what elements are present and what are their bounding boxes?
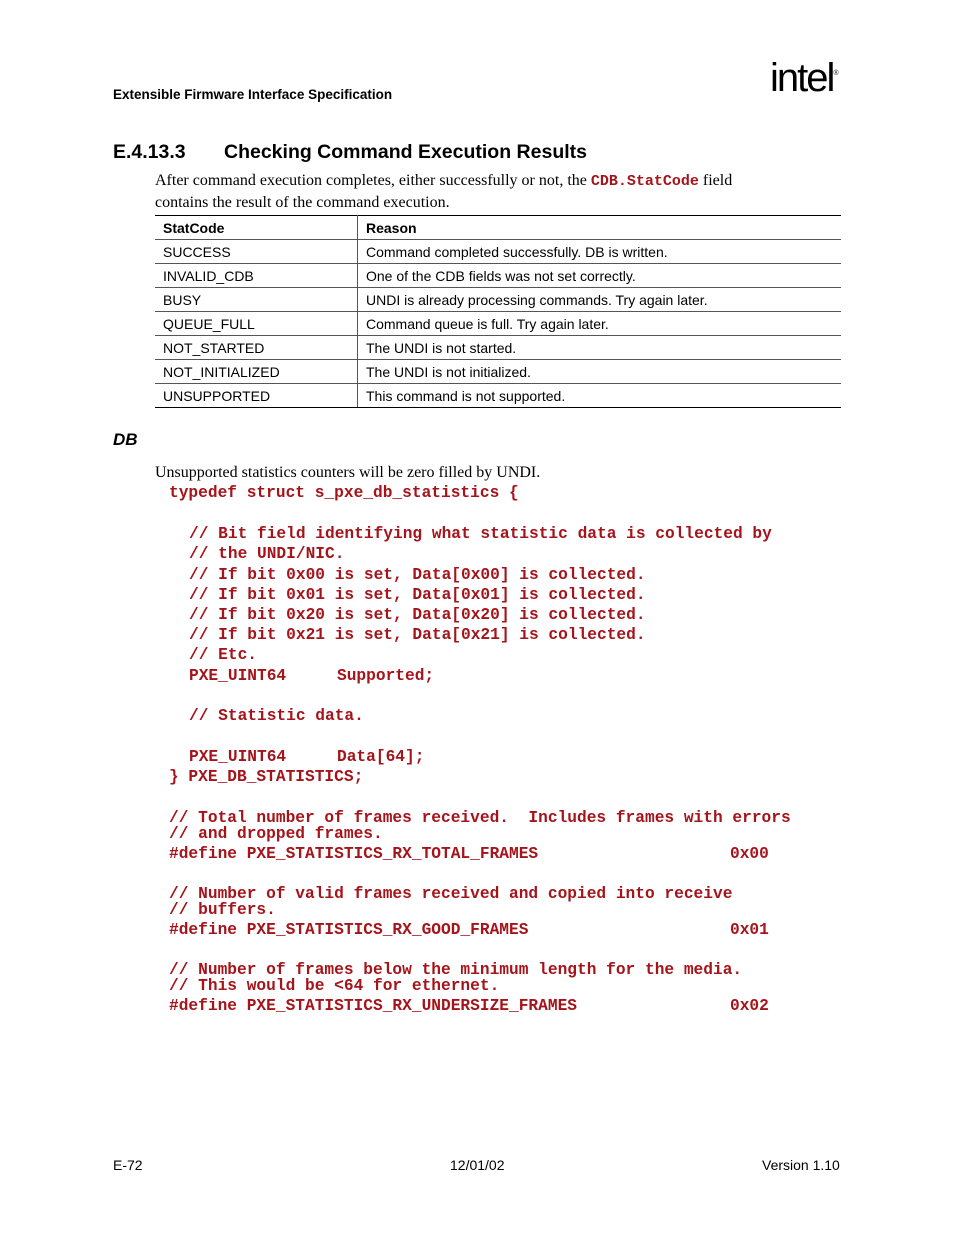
define-line: #define PXE_STATISTICS_RX_GOOD_FRAMES bbox=[169, 921, 529, 939]
table-cell: Command queue is full. Try again later. bbox=[358, 312, 842, 336]
code-comment: // Etc. bbox=[189, 646, 257, 664]
db-heading: DB bbox=[113, 430, 138, 449]
table-cell: This command is not supported. bbox=[358, 384, 842, 408]
table-header-row bbox=[155, 216, 841, 240]
logo-text: intel bbox=[770, 56, 834, 100]
code-comment: // buffers. bbox=[169, 901, 276, 919]
intro-text-line2: contains the result of the command execution. bbox=[155, 194, 450, 211]
table-cell: NOT_STARTED bbox=[155, 336, 358, 360]
field-type: PXE_UINT64 bbox=[189, 748, 287, 766]
code-comment: // Total number of frames received. Includes frames with errors bbox=[169, 809, 791, 827]
define-value: 0x00 bbox=[730, 845, 769, 863]
table-header: StatCode bbox=[155, 216, 358, 240]
struct-open-line: typedef struct s_pxe_db_statistics { bbox=[169, 484, 519, 502]
table-cell: One of the CDB fields was not set correctly. bbox=[358, 264, 842, 288]
field-name: Supported; bbox=[337, 667, 435, 685]
intro-paragraph bbox=[155, 170, 732, 213]
table-cell: UNDI is already processing commands. Try again later. bbox=[358, 288, 842, 312]
table-cell: INVALID_CDB bbox=[155, 264, 358, 288]
db-description: Unsupported statistics counters will be zero filled by UNDI. bbox=[155, 464, 541, 481]
table-row bbox=[155, 360, 841, 384]
footer-date: 12/01/02 bbox=[450, 1157, 505, 1173]
table-cell: The UNDI is not started. bbox=[358, 336, 842, 360]
table-cell: SUCCESS bbox=[155, 240, 358, 264]
logo-mark: ® bbox=[833, 69, 839, 77]
code-comment: // This would be <64 for ethernet. bbox=[169, 977, 500, 995]
statcode-table bbox=[155, 215, 841, 408]
code-comment: // Number of frames below the minimum length for the media. bbox=[169, 961, 743, 979]
code-comment: // If bit 0x00 is set, Data[0x00] is collected. bbox=[189, 566, 646, 584]
table-row bbox=[155, 288, 841, 312]
running-header: Extensible Firmware Interface Specification bbox=[113, 87, 393, 102]
code-comment: // Statistic data. bbox=[189, 707, 364, 725]
field-type: PXE_UINT64 bbox=[189, 667, 287, 685]
table-row bbox=[155, 312, 841, 336]
section-title: Checking Command Execution Results bbox=[224, 141, 587, 163]
code-comment: // the UNDI/NIC. bbox=[189, 545, 345, 563]
define-line: #define PXE_STATISTICS_RX_UNDERSIZE_FRAMES bbox=[169, 997, 577, 1015]
intro-text-after: field bbox=[698, 172, 733, 189]
table-row bbox=[155, 336, 841, 360]
code-comment: // If bit 0x01 is set, Data[0x01] is collected. bbox=[189, 586, 646, 604]
footer-version: Version 1.10 bbox=[762, 1157, 840, 1173]
intro-code: CDB.StatCode bbox=[590, 173, 699, 190]
code-comment: // and dropped frames. bbox=[169, 825, 383, 843]
table-header: Reason bbox=[358, 216, 842, 240]
table-cell: Command completed successfully. DB is written. bbox=[358, 240, 842, 264]
table-row bbox=[155, 264, 841, 288]
table-cell: QUEUE_FULL bbox=[155, 312, 358, 336]
table-row bbox=[155, 240, 841, 264]
define-value: 0x02 bbox=[730, 997, 769, 1015]
code-comment: // Bit field identifying what statistic data is collected by bbox=[189, 525, 772, 543]
code-comment: // Number of valid frames received and copied into receive bbox=[169, 885, 733, 903]
code-comment: // If bit 0x21 is set, Data[0x21] is collected. bbox=[189, 626, 646, 644]
footer-page-number: E-72 bbox=[113, 1157, 143, 1173]
intel-logo bbox=[770, 58, 839, 98]
define-line: #define PXE_STATISTICS_RX_TOTAL_FRAMES bbox=[169, 845, 539, 863]
define-value: 0x01 bbox=[730, 921, 769, 939]
table-cell: UNSUPPORTED bbox=[155, 384, 358, 408]
table-row bbox=[155, 384, 841, 408]
field-name: Data[64]; bbox=[337, 748, 425, 766]
table-cell: The UNDI is not initialized. bbox=[358, 360, 842, 384]
table-cell: BUSY bbox=[155, 288, 358, 312]
code-comment: // If bit 0x20 is set, Data[0x20] is collected. bbox=[189, 606, 646, 624]
intro-text-before: After command execution completes, either successfully or not, the bbox=[155, 172, 591, 189]
struct-close-line: } PXE_DB_STATISTICS; bbox=[169, 768, 364, 786]
section-number: E.4.13.3 bbox=[113, 141, 186, 163]
table-cell: NOT_INITIALIZED bbox=[155, 360, 358, 384]
